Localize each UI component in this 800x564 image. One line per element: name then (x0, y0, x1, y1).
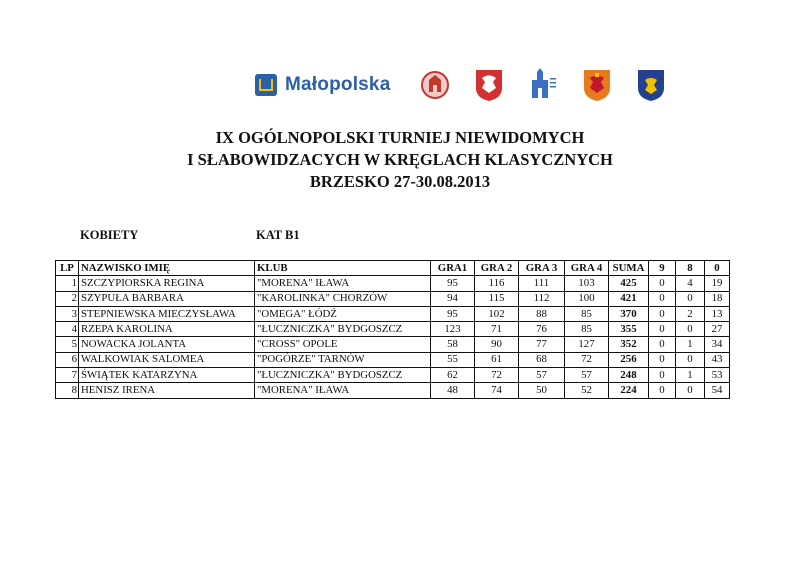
table-row (56, 337, 730, 352)
cell-sum: 370 (609, 306, 649, 321)
cell-lp: 2 (56, 291, 79, 306)
category-label: KAT B1 (256, 228, 300, 242)
header-game4: GRA 4 (565, 261, 609, 276)
cell-eights: 0 (676, 352, 705, 367)
cell-club: "CROSS" OPOLE (255, 337, 431, 352)
results-table (55, 260, 730, 399)
cell-sum: 256 (609, 352, 649, 367)
cell-game3: 111 (519, 276, 565, 291)
header-name: NAZWISKO IMIĘ (79, 261, 255, 276)
cell-nines: 0 (649, 276, 676, 291)
cell-game2: 61 (475, 352, 519, 367)
cell-eights: 0 (676, 322, 705, 337)
sponsor-logos (255, 68, 666, 102)
cell-zeros: 43 (705, 352, 730, 367)
cell-club: "MORENA" IŁAWA (255, 276, 431, 291)
cell-game3: 57 (519, 368, 565, 383)
cell-club: "POGÓRZE" TARNÓW (255, 352, 431, 367)
title-line-1: IX OGÓLNOPOLSKI TURNIEJ NIEWIDOMYCH (215, 128, 585, 147)
cell-zeros: 34 (705, 337, 730, 352)
cell-game2: 116 (475, 276, 519, 291)
cell-zeros: 13 (705, 306, 730, 321)
cell-name: ŚWIĄTEK KATARZYNA (79, 368, 255, 383)
cell-zeros: 18 (705, 291, 730, 306)
cell-nines: 0 (649, 337, 676, 352)
cell-nines: 0 (649, 322, 676, 337)
cell-game4: 127 (565, 337, 609, 352)
crest-icon-krakow (420, 68, 450, 102)
cell-zeros: 53 (705, 368, 730, 383)
cell-sum: 224 (609, 383, 649, 398)
cell-zeros: 27 (705, 322, 730, 337)
cell-club: "KAROLINKA" CHORZÓW (255, 291, 431, 306)
cell-eights: 0 (676, 383, 705, 398)
cell-name: SZYPUŁA BARBARA (79, 291, 255, 306)
title-line-3: BRZESKO 27-30.08.2013 (309, 172, 491, 191)
cell-lp: 1 (56, 276, 79, 291)
cell-lp: 4 (56, 322, 79, 337)
cell-eights: 4 (676, 276, 705, 291)
cell-game3: 88 (519, 306, 565, 321)
cell-zeros: 54 (705, 383, 730, 398)
cell-game1: 58 (431, 337, 475, 352)
table-row (56, 368, 730, 383)
cell-name: HENISZ IRENA (79, 383, 255, 398)
cell-nines: 0 (649, 291, 676, 306)
cell-sum: 425 (609, 276, 649, 291)
cell-game4: 103 (565, 276, 609, 291)
cell-game3: 76 (519, 322, 565, 337)
cell-sum: 248 (609, 368, 649, 383)
cell-eights: 1 (676, 337, 705, 352)
cell-game1: 94 (431, 291, 475, 306)
cell-game4: 57 (565, 368, 609, 383)
cell-game1: 95 (431, 276, 475, 291)
cell-eights: 0 (676, 291, 705, 306)
crest-icon-shield-blue (636, 68, 666, 102)
cell-game1: 48 (431, 383, 475, 398)
cell-game4: 100 (565, 291, 609, 306)
cell-eights: 1 (676, 368, 705, 383)
group-label: KOBIETY (80, 228, 139, 242)
cell-game4: 72 (565, 352, 609, 367)
cell-name: STEPNIEWSKA MIECZYSŁAWA (79, 306, 255, 321)
cell-game2: 72 (475, 368, 519, 383)
cell-game1: 55 (431, 352, 475, 367)
cell-lp: 8 (56, 383, 79, 398)
header-nines: 9 (649, 261, 676, 276)
cell-game3: 68 (519, 352, 565, 367)
header-game2: GRA 2 (475, 261, 519, 276)
cell-sum: 421 (609, 291, 649, 306)
header-sum: SUMA (609, 261, 649, 276)
cell-nines: 0 (649, 352, 676, 367)
cell-nines: 0 (649, 306, 676, 321)
header-club: KLUB (255, 261, 431, 276)
document-title (0, 127, 800, 193)
cell-name: SZCZYPIORSKA REGINA (79, 276, 255, 291)
header-game3: GRA 3 (519, 261, 565, 276)
crest-icon-eagle-gold (582, 68, 612, 102)
cell-game1: 62 (431, 368, 475, 383)
cell-lp: 5 (56, 337, 79, 352)
table-row (56, 383, 730, 398)
cell-game2: 74 (475, 383, 519, 398)
cell-sum: 352 (609, 337, 649, 352)
cell-lp: 7 (56, 368, 79, 383)
header-game1: GRA1 (431, 261, 475, 276)
table-row (56, 322, 730, 337)
cell-game4: 52 (565, 383, 609, 398)
cell-game1: 95 (431, 306, 475, 321)
cell-game4: 85 (565, 322, 609, 337)
cell-game2: 90 (475, 337, 519, 352)
cell-game2: 71 (475, 322, 519, 337)
cell-game2: 102 (475, 306, 519, 321)
malopolska-logo (255, 74, 390, 96)
table-row (56, 291, 730, 306)
cell-nines: 0 (649, 368, 676, 383)
results-body (56, 276, 730, 398)
cell-club: "ŁUCZNICZKA" BYDGOSZCZ (255, 322, 431, 337)
header-eights: 8 (676, 261, 705, 276)
cell-nines: 0 (649, 383, 676, 398)
cell-name: RZEPA KAROLINA (79, 322, 255, 337)
cell-lp: 6 (56, 352, 79, 367)
table-header-row (56, 261, 730, 276)
cell-club: "MORENA" IŁAWA (255, 383, 431, 398)
table-row (56, 276, 730, 291)
cell-game1: 123 (431, 322, 475, 337)
title-line-2: I SŁABOWIDZACYCH W KRĘGLACH KLASYCZNYCH (187, 150, 613, 169)
cell-game4: 85 (565, 306, 609, 321)
cell-lp: 3 (56, 306, 79, 321)
crest-icon-eagle-white (474, 68, 504, 102)
cell-club: "OMEGA" ŁÓDŹ (255, 306, 431, 321)
header-zeros: 0 (705, 261, 730, 276)
table-row (56, 306, 730, 321)
cell-game3: 50 (519, 383, 565, 398)
cell-game3: 77 (519, 337, 565, 352)
cell-club: "ŁUCZNICZKA" BYDGOSZCZ (255, 368, 431, 383)
cell-name: NOWACKA JOLANTA (79, 337, 255, 352)
cell-name: WALKOWIAK SALOMEA (79, 352, 255, 367)
cell-eights: 2 (676, 306, 705, 321)
cell-sum: 355 (609, 322, 649, 337)
table-row (56, 352, 730, 367)
cell-zeros: 19 (705, 276, 730, 291)
malopolska-wordmark: Małopolska (285, 74, 391, 95)
header-lp: LP (56, 261, 79, 276)
malopolska-mark-icon (255, 74, 277, 96)
cell-game3: 112 (519, 291, 565, 306)
crest-icon-church-blue (528, 68, 558, 102)
cell-game2: 115 (475, 291, 519, 306)
